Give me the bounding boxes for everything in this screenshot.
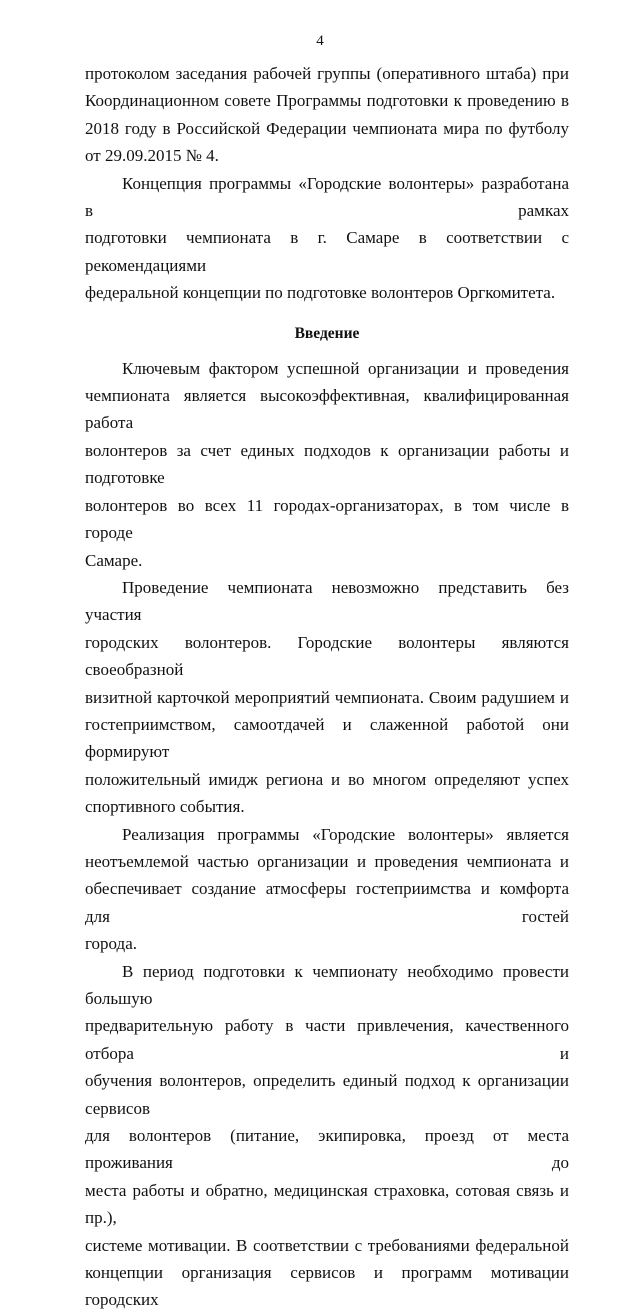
text-line: В период подготовки к чемпионату необходимо провести большую <box>85 961 569 1008</box>
text-line: визитной карточкой мероприятий чемпионата. Своим радушием и <box>85 687 569 707</box>
text-line: чемпионата является высокоэффективная, квалифицированная работа <box>85 386 569 433</box>
text-line: подготовки чемпионата в г. Самаре в соответствии с рекомендациями <box>85 228 569 275</box>
text-line: протоколом заседания рабочей группы (оперативного штаба) при <box>85 64 569 83</box>
text-line: Ключевым фактором успешной организации и проведения <box>122 358 569 378</box>
text-line: Самаре. <box>85 550 143 570</box>
text-line: 2018 году в Российской Федерации чемпионата мира по футболу <box>85 118 569 138</box>
text-line: системе мотивации. В соответствии с требованиями федеральной <box>85 1235 569 1255</box>
paragraph-program <box>85 821 569 958</box>
text-line: Реализация программы «Городские волонтеры» является <box>122 824 569 844</box>
text-line: неотъемлемой частью организации и проведения чемпионата и <box>85 851 569 871</box>
text-line: волонтеров во всех 11 городах-организаторах, в том числе в городе <box>85 495 569 543</box>
text-line: для волонтеров (питание, экипировка, проезд от места проживания до <box>85 1126 569 1173</box>
text-line: спортивного события. <box>85 797 245 817</box>
text-line: концепции организация сервисов и программ мотивации городских <box>85 1263 569 1310</box>
text-line: места работы и обратно, медицинская страховка, сотовая связь и пр.), <box>85 1180 569 1228</box>
text-line: обеспечивает создание атмосферы гостеприимства и комфорта для гостей <box>85 879 569 926</box>
text-line: обучения волонтеров, определить единый подход к организации сервисов <box>85 1071 569 1118</box>
paragraph-preparation <box>85 958 569 1314</box>
text-line: предварительную работу в части привлечения, качественного отбора и <box>85 1016 569 1063</box>
paragraph-continuation <box>85 60 569 170</box>
page-number: 4 <box>316 33 324 49</box>
text-line: Проведение чемпионата невозможно представить без участия <box>85 577 569 625</box>
document-body <box>85 60 569 1314</box>
text-line: федеральной концепции по подготовке волонтеров Оргкомитета. <box>85 283 556 303</box>
paragraph-concept <box>85 170 569 307</box>
text-line: волонтеров за счет единых подходов к организации работы и подготовке <box>85 440 569 488</box>
text-line: города. <box>85 934 138 954</box>
text-line: положительный имидж региона и во многом определяют успех <box>85 769 569 789</box>
text-line: от 29.09.2015 № 4. <box>85 146 219 166</box>
text-line: Координационном совете Программы подготовки к проведению в <box>85 91 569 111</box>
text-line: Концепция программы «Городские волонтеры» разработана в рамках <box>85 173 569 221</box>
paragraph-city-volunteers <box>85 574 569 821</box>
text-line: гостеприимством, самоотдачей и слаженной работой они формируют <box>85 714 569 762</box>
paragraph-key-factor <box>85 355 569 574</box>
section-heading: Введение <box>294 324 360 342</box>
text-line: городских волонтеров. Городские волонтеры являются своеобразной <box>85 632 569 680</box>
